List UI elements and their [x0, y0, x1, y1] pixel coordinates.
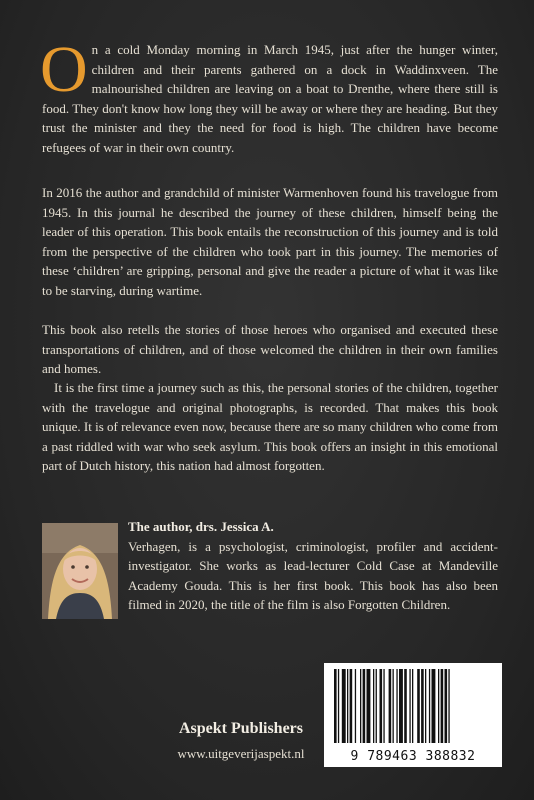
- intro-text: n a cold Monday morning in March 1945, just after the hunger winter, children and their parents gathered on a dock in Waddinxveen. The malnourished children are leaving on a boat to Drenthe, where there still is food. They don't know how long they will be away or where they are heading. But they trust the minister and they the need for food is high. The children have become refugees of war in their own country.: [42, 42, 498, 155]
- author-heading: The author, drs. Jessica A.: [128, 519, 274, 534]
- barcode-digits: 9 789463 388832: [350, 749, 476, 764]
- publisher-block: [166, 720, 316, 762]
- intro-paragraph: [40, 33, 498, 158]
- author-bio-text: Verhagen, is a psychologist, criminologist, profiler and accident-investigator. She works as lead-lecturer Cold Case at Mandeville Academy Gouda. This is her first book. This book has also been filmed in 2020, the title of the film is also Forgotten Children.: [128, 538, 498, 613]
- isbn-barcode: [324, 663, 502, 767]
- author-bio: [128, 517, 498, 615]
- author-photo: [42, 523, 118, 619]
- barcode-bars: [324, 663, 502, 747]
- publisher-name: Aspekt Publishers: [178, 720, 304, 737]
- body-paragraph-3: It is the first time a journey such as this, the personal stories of the children, together with the travelogue and original photographs, is recorded. That makes this book unique. It is of relevance even now, because there are so many children who come from a past riddled with war who seek asylum. This book offers an insight in this emotional part of Dutch history, this nation had almost forgotten.: [42, 380, 498, 474]
- body-paragraph-1: In 2016 the author and grandchild of minister Warmenhoven found his travelogue from 1945. In this journal he described the journey of these children, himself being the leader of this operation. This book entails the reconstruction of this journey and is told from the perspective of the children who took part in this journey. The memories of these ‘children’ are gripping, personal and give the reader a picture of what it was like to be starving, during wartime.: [42, 185, 498, 298]
- dropcap-letter: O: [40, 33, 88, 106]
- publisher-url: www.uitgeverijaspekt.nl: [177, 746, 305, 761]
- body-paragraph-2: This book also retells the stories of those heroes who organised and executed these transportations of children, and of those welcomed the children in their own families and homes.: [42, 322, 498, 377]
